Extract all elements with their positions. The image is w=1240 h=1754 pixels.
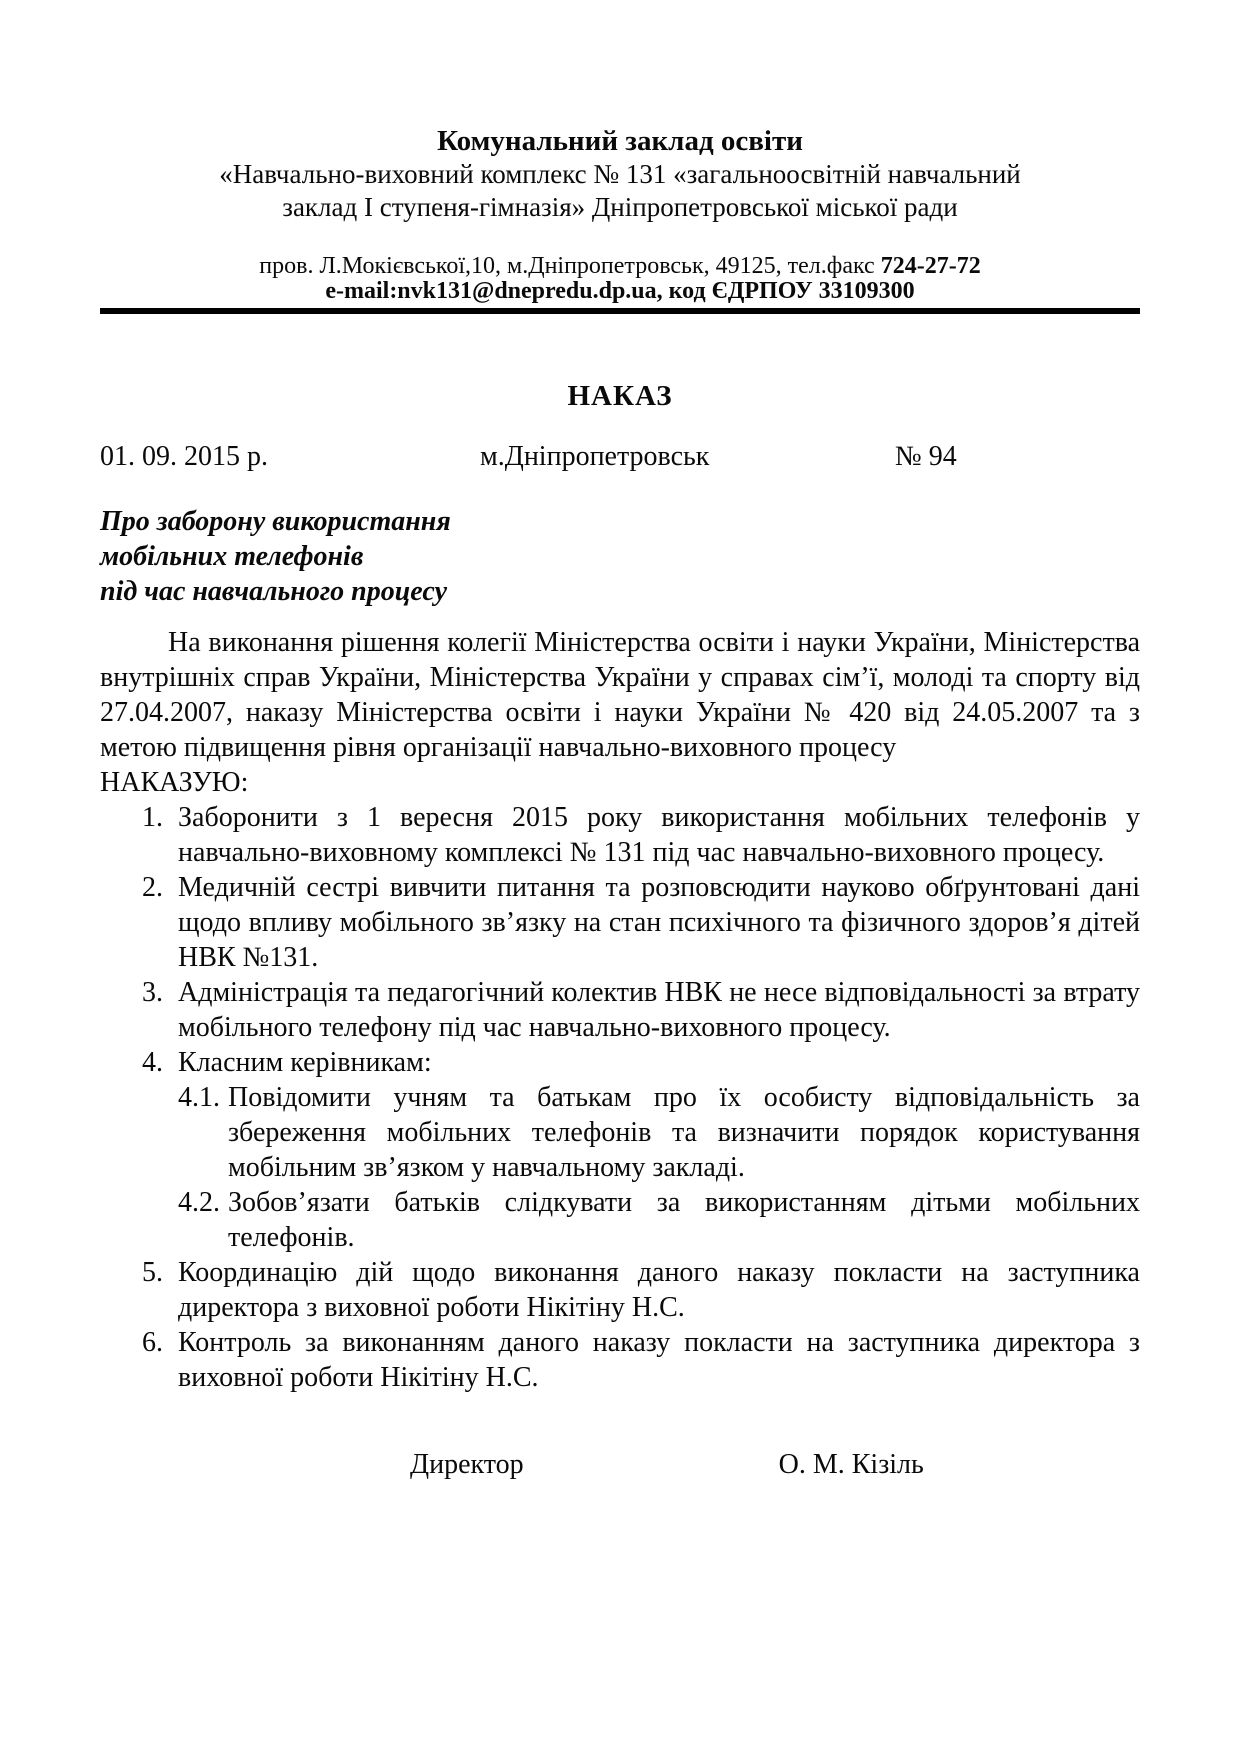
order-item-2 (100, 870, 1140, 975)
organization-name-line-1: «Навчально-виховний комплекс № 131 «загальноосвітній навчальний (219, 159, 1021, 189)
order-subject (100, 504, 1140, 609)
order-number: № 94 (895, 441, 957, 472)
item-number: 4. (142, 1047, 163, 1078)
item-text: Заборонити з 1 вересня 2015 року використання мобільних телефонів у навчально-виховному комплексі № 131 під час навчально-виховного процесу. (178, 802, 1140, 868)
signature-row (100, 1447, 1140, 1482)
item-number: 5. (142, 1257, 163, 1288)
order-date: 01. 09. 2015 р. (100, 441, 268, 472)
document-type-title: НАКАЗ (567, 380, 673, 412)
order-item-5 (100, 1255, 1140, 1325)
subitem-text: Повідомити учням та батькам про їх особисту відповідальність за збереження мобільних телефонів та визначити порядок користування мобільним зв’язком у навчальному закладі. (228, 1082, 1140, 1183)
item-text: Адміністрація та педагогічний колектив НВК не несе відповідальності за втрату мобільного телефону під час навчально-виховного процесу. (178, 977, 1140, 1043)
organization-type: Комунальний заклад освіти (437, 125, 803, 157)
item-number: 1. (142, 802, 163, 833)
order-item-4 (100, 1045, 1140, 1080)
decree-word: НАКАЗУЮ: (100, 767, 249, 798)
address-line (100, 254, 1140, 279)
signer-position: Директор (410, 1449, 524, 1480)
subitem-number: 4.1. (178, 1082, 220, 1113)
letterhead-divider (100, 308, 1140, 314)
item-text: Координацію дій щодо виконання даного наказу покласти на заступника директора з виховної роботи Нікітіну Н.С. (178, 1257, 1140, 1323)
order-item-3 (100, 975, 1140, 1045)
signer-name: О. М. Кізіль (778, 1449, 924, 1480)
preamble-paragraph: На виконання рішення колегії Міністерства освіти і науки України, Міністерства внутрішніх справ України, Міністерства України у справах сім’ї, молоді та спорту від 27.04.2007, наказу Міністерства освіти і науки України № 420 від 24.05.2007 та з метою підвищення рівня організації навчально-виховного процесу (100, 627, 1140, 763)
order-body (100, 625, 1140, 1395)
order-meta-row (100, 440, 1140, 474)
order-item-6 (100, 1325, 1140, 1395)
order-subitem-4-1 (100, 1080, 1140, 1185)
subject-line: Про заборону використання (100, 506, 451, 537)
item-number: 3. (142, 977, 163, 1008)
phone-number: 724-27-72 (880, 253, 981, 279)
subject-line: мобільних телефонів (100, 541, 364, 572)
item-text: Класним керівникам: (178, 1047, 432, 1078)
order-city: м.Дніпропетровськ (480, 441, 710, 472)
address-text: пров. Л.Мокієвської,10, м.Дніпропетровськ, 49125, тел.факс (259, 253, 881, 279)
subject-line: під час навчального процесу (100, 576, 448, 607)
subitem-number: 4.2. (178, 1187, 220, 1218)
order-subitem-4-2 (100, 1185, 1140, 1255)
organization-name-line-2: заклад І ступеня-гімназія» Дніпропетровської міської ради (282, 192, 958, 222)
item-text: Контроль за виконанням даного наказу покласти на заступника директора з виховної роботи Нікітіну Н.С. (178, 1327, 1140, 1393)
contact-block (100, 254, 1140, 304)
item-number: 2. (142, 872, 163, 903)
item-number: 6. (142, 1327, 163, 1358)
subitem-text: Зобов’язати батьків слідкувати за використанням дітьми мобільних телефонів. (228, 1187, 1140, 1253)
order-item-1 (100, 800, 1140, 870)
item-text: Медичній сестрі вивчити питання та розповсюдити науково обґрунтовані дані щодо впливу мобільного зв’язку на стан психічного та фізичного здоров’я дітей НВК №131. (178, 872, 1140, 973)
email-line: e-mail:nvk131@dnepredu.dp.ua, код ЄДРПОУ 33109300 (325, 278, 915, 304)
